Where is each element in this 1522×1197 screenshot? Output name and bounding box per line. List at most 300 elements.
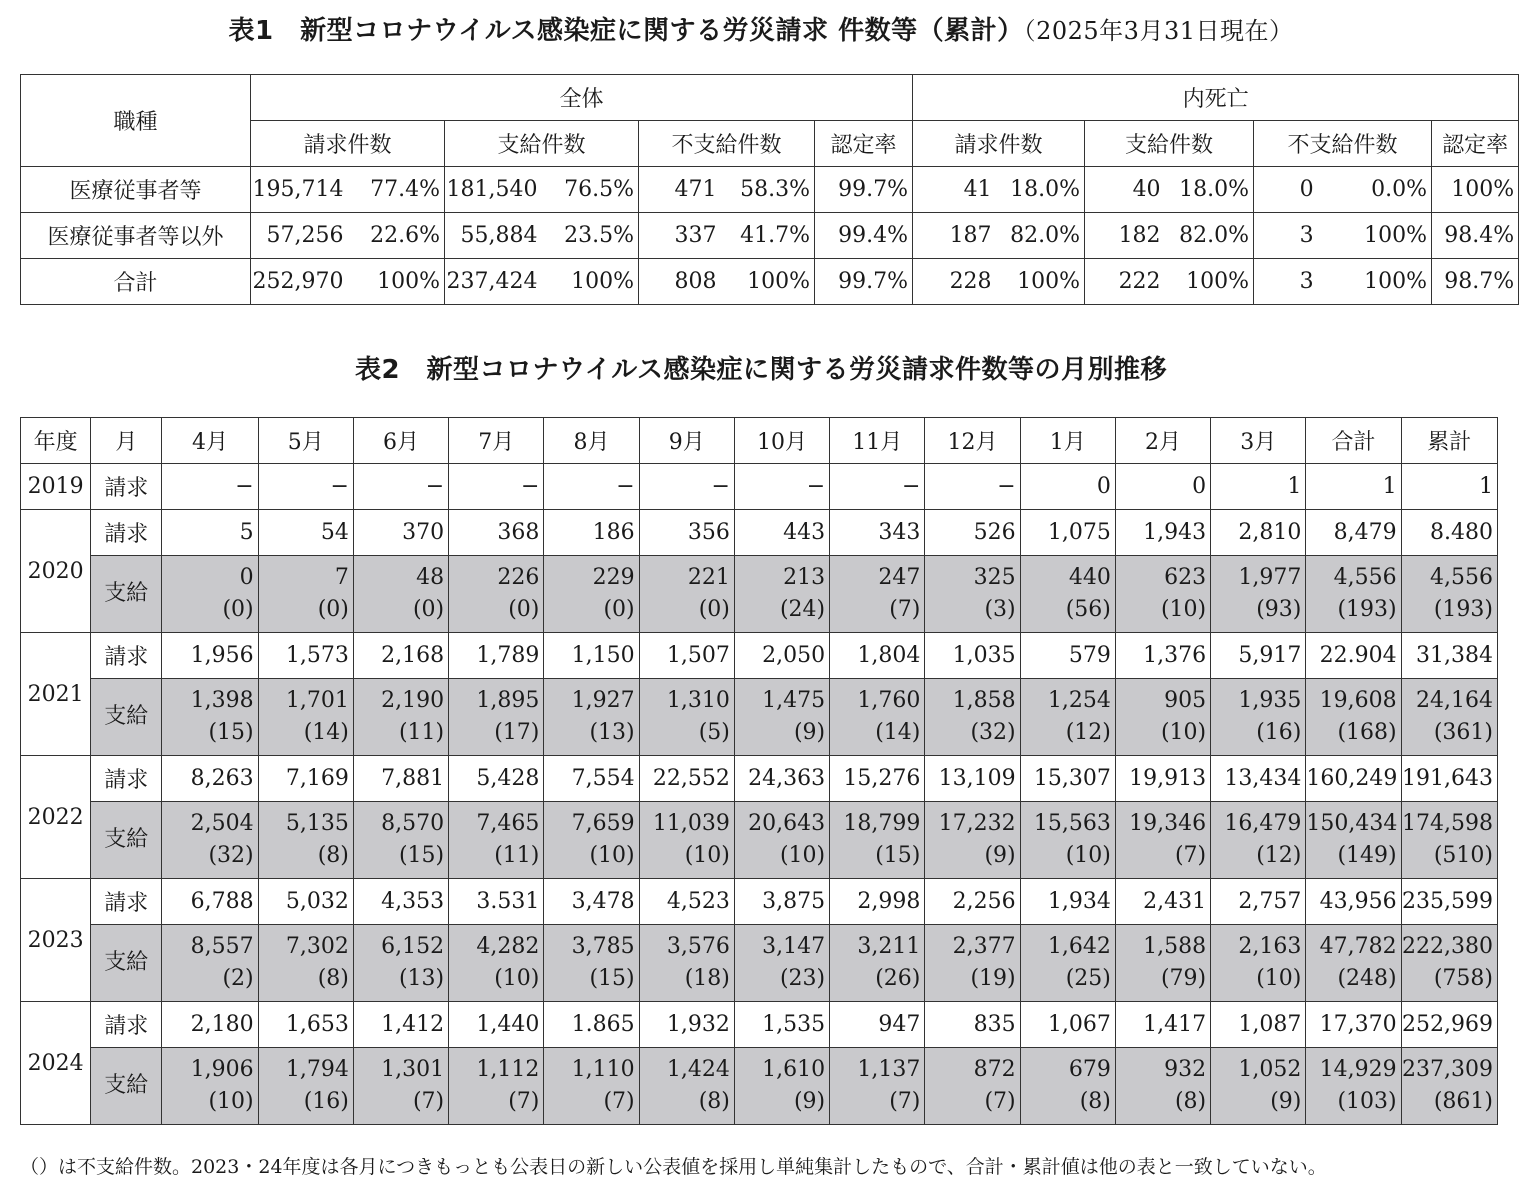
paid-count: 3,147 [762, 934, 826, 959]
all-cell: 99.4% [815, 213, 913, 259]
death-cell: 3 [1254, 259, 1318, 305]
paid-count: 1,110 [571, 1057, 635, 1082]
unpaid-count: (10) [1256, 966, 1302, 991]
paid-cell [353, 1048, 448, 1125]
column-header: 7月 [449, 418, 544, 464]
paid-row [21, 1048, 1498, 1125]
claims-cell: 2,431 [1115, 879, 1210, 925]
paid-cell [544, 802, 639, 879]
claims-cell: 54 [258, 510, 353, 556]
unpaid-count: (56) [1065, 597, 1111, 622]
unpaid-count: (861) [1433, 1089, 1493, 1114]
paid-cell [1020, 925, 1115, 1002]
paid-count: 1,895 [476, 688, 540, 713]
paid-count: 15,563 [1033, 811, 1111, 836]
paid-cell [353, 802, 448, 879]
unpaid-count: (7) [1174, 843, 1207, 868]
table2 [20, 417, 1498, 1125]
death-unpaid-header: 不支給件数 [1254, 121, 1432, 167]
paid-cell [162, 802, 258, 879]
paid-count: 1,398 [190, 688, 254, 713]
claims-cell: 2,168 [353, 633, 448, 679]
death-cell: 3 [1254, 213, 1318, 259]
death-cell: 98.7% [1432, 259, 1519, 305]
column-header: 月 [91, 418, 162, 464]
paid-row [21, 925, 1498, 1002]
all-cell: 77.4% [348, 167, 445, 213]
death-cell: 228 [913, 259, 996, 305]
paid-count: 440 [1068, 565, 1111, 590]
unpaid-count: (0) [222, 597, 254, 622]
paid-count: 18,799 [843, 811, 921, 836]
column-header: 4月 [162, 418, 258, 464]
paid-cell [1115, 925, 1210, 1002]
paid-cell [544, 925, 639, 1002]
claims-cell: 5,428 [449, 756, 544, 802]
column-header: 12月 [925, 418, 1020, 464]
table1-title-text: 表1 新型コロナウイルス感染症に関する労災請求 件数等（累計） [228, 16, 1024, 46]
claims-cell: 356 [639, 510, 734, 556]
claims-cell: 1,417 [1115, 1002, 1210, 1048]
paid-count: 174,598 [1402, 811, 1493, 836]
claims-cell: 0 [1115, 464, 1210, 510]
unpaid-count: (8) [698, 1089, 730, 1114]
claims-cell: 1,440 [449, 1002, 544, 1048]
column-header: 9月 [639, 418, 734, 464]
unpaid-count: (10) [589, 843, 635, 868]
fiscal-year: 2023 [21, 879, 91, 1002]
paid-cell [544, 1048, 639, 1125]
claims-row [21, 464, 1498, 510]
column-header: 6月 [353, 418, 448, 464]
paid-label: 支給 [91, 556, 162, 633]
paid-count: 8,557 [190, 934, 254, 959]
paid-cell [639, 802, 734, 879]
claims-cell: 31,384 [1401, 633, 1497, 679]
paid-cell [449, 925, 544, 1002]
paid-cell [925, 925, 1020, 1002]
death-claims-header: 請求件数 [913, 121, 1085, 167]
all-cell: 99.7% [815, 167, 913, 213]
death-paid-header: 支給件数 [1085, 121, 1254, 167]
unpaid-count: (93) [1256, 597, 1302, 622]
claims-cell: 370 [353, 510, 448, 556]
unpaid-count: (26) [875, 966, 921, 991]
paid-cell [162, 679, 258, 756]
paid-cell [639, 679, 734, 756]
paid-label: 支給 [91, 679, 162, 756]
claims-cell: 235,599 [1401, 879, 1497, 925]
all-cell: 55,884 [445, 213, 542, 259]
paid-count: 1,642 [1047, 934, 1111, 959]
unpaid-count: (19) [970, 966, 1016, 991]
unpaid-count: (10) [494, 966, 540, 991]
paid-cell [1211, 679, 1306, 756]
table1-row [21, 259, 1519, 305]
claims-cell: 1.865 [544, 1002, 639, 1048]
death-cell: 82.0% [1165, 213, 1254, 259]
claims-cell: − [449, 464, 544, 510]
paid-count: 48 [416, 565, 445, 590]
paid-count: 1,906 [190, 1057, 254, 1082]
unpaid-count: (15) [398, 843, 445, 868]
paid-label: 支給 [91, 925, 162, 1002]
paid-count: 2,163 [1238, 934, 1302, 959]
claims-cell: 8,263 [162, 756, 258, 802]
paid-cell [639, 1048, 734, 1125]
claims-row [21, 756, 1498, 802]
claims-cell: 6,788 [162, 879, 258, 925]
row-label: 医療従事者等 [21, 167, 251, 213]
claims-cell: 15,276 [830, 756, 925, 802]
paid-count: 1,927 [571, 688, 635, 713]
claims-cell: 3,478 [544, 879, 639, 925]
all-cell: 22.6% [348, 213, 445, 259]
paid-cell [1211, 802, 1306, 879]
paid-count: 325 [973, 565, 1016, 590]
table1 [20, 74, 1519, 305]
death-cell: 18.0% [996, 167, 1085, 213]
paid-cell [830, 925, 925, 1002]
claims-cell: 7,169 [258, 756, 353, 802]
claims-cell: 1,507 [639, 633, 734, 679]
claims-row [21, 510, 1498, 556]
claims-label: 請求 [91, 879, 162, 925]
group-all: 全体 [251, 75, 913, 121]
claims-label: 請求 [91, 464, 162, 510]
claims-cell: 3.531 [449, 879, 544, 925]
all-rate-header: 認定率 [815, 121, 913, 167]
claims-cell: 5 [162, 510, 258, 556]
claims-cell: 1,943 [1115, 510, 1210, 556]
paid-cell [734, 556, 829, 633]
unpaid-count: (10) [684, 843, 730, 868]
claims-cell: 22.904 [1306, 633, 1401, 679]
paid-count: 16,479 [1224, 811, 1302, 836]
death-cell: 82.0% [996, 213, 1085, 259]
paid-count: 1,794 [285, 1057, 349, 1082]
paid-cell [1115, 802, 1210, 879]
paid-cell [258, 679, 353, 756]
paid-label: 支給 [91, 802, 162, 879]
column-header: 合計 [1306, 418, 1401, 464]
fiscal-year: 2024 [21, 1002, 91, 1125]
unpaid-count: (12) [1256, 843, 1302, 868]
paid-count: 1,310 [666, 688, 730, 713]
paid-count: 150,434 [1306, 811, 1398, 836]
fiscal-year: 2020 [21, 510, 91, 633]
all-cell: 41.7% [721, 213, 815, 259]
paid-count: 1,052 [1238, 1057, 1302, 1082]
paid-cell [1401, 679, 1497, 756]
row-label: 合計 [21, 259, 251, 305]
paid-count: 3,576 [666, 934, 730, 959]
claims-cell: 1,376 [1115, 633, 1210, 679]
death-cell: 222 [1085, 259, 1165, 305]
unpaid-count: (8) [1079, 1089, 1111, 1114]
table1-row [21, 167, 1519, 213]
claims-cell: 186 [544, 510, 639, 556]
paid-cell [639, 556, 734, 633]
unpaid-count: (10) [1160, 720, 1207, 745]
paid-count: 1,475 [762, 688, 826, 713]
paid-cell [162, 925, 258, 1002]
col-occupation: 職種 [21, 75, 251, 167]
group-death: 内死亡 [913, 75, 1519, 121]
table1-row [21, 213, 1519, 259]
paid-cell [639, 925, 734, 1002]
unpaid-count: (15) [875, 843, 921, 868]
claims-cell: − [830, 464, 925, 510]
paid-count: 4,556 [1430, 565, 1493, 590]
all-cell: 23.5% [542, 213, 639, 259]
paid-cell [258, 925, 353, 1002]
unpaid-count: (193) [1433, 597, 1493, 622]
claims-cell: 0 [1020, 464, 1115, 510]
unpaid-count: (13) [398, 966, 445, 991]
paid-cell [1306, 925, 1401, 1002]
paid-cell [1306, 556, 1401, 633]
paid-row [21, 679, 1498, 756]
unpaid-count: (9) [793, 1089, 826, 1114]
paid-count: 1,254 [1047, 688, 1111, 713]
unpaid-count: (11) [398, 720, 445, 745]
claims-cell: 343 [830, 510, 925, 556]
death-cell: 0 [1254, 167, 1318, 213]
unpaid-count: (23) [779, 966, 826, 991]
unpaid-count: (149) [1337, 843, 1397, 868]
paid-cell [1306, 1048, 1401, 1125]
unpaid-count: (8) [317, 966, 349, 991]
paid-cell [162, 1048, 258, 1125]
paid-count: 2,190 [381, 688, 445, 713]
paid-cell [353, 925, 448, 1002]
unpaid-count: (0) [603, 597, 635, 622]
claims-cell: 1 [1211, 464, 1306, 510]
unpaid-count: (193) [1337, 597, 1397, 622]
claims-cell: 1,653 [258, 1002, 353, 1048]
unpaid-count: (15) [208, 720, 254, 745]
paid-cell [258, 802, 353, 879]
claims-cell: 19,913 [1115, 756, 1210, 802]
death-cell: 41 [913, 167, 996, 213]
claims-cell: 1,932 [639, 1002, 734, 1048]
unpaid-count: (5) [698, 720, 730, 745]
claims-cell: 252,969 [1401, 1002, 1497, 1048]
death-cell: 100% [1165, 259, 1254, 305]
paid-count: 17,232 [938, 811, 1016, 836]
claims-cell: 1,150 [544, 633, 639, 679]
unpaid-count: (2) [222, 966, 254, 991]
death-rate-header: 認定率 [1432, 121, 1519, 167]
all-cell: 58.3% [721, 167, 815, 213]
paid-count: 4,282 [476, 934, 540, 959]
table1-as-of: （2025年3月31日現在） [1023, 17, 1294, 45]
all-cell: 100% [542, 259, 639, 305]
unpaid-count: (7) [412, 1089, 445, 1114]
unpaid-count: (7) [984, 1089, 1016, 1114]
paid-cell [734, 802, 829, 879]
paid-count: 1,858 [952, 688, 1016, 713]
claims-cell: − [353, 464, 448, 510]
paid-cell [353, 679, 448, 756]
column-header: 3月 [1211, 418, 1306, 464]
unpaid-count: (7) [508, 1089, 540, 1114]
claims-cell: 2,050 [734, 633, 829, 679]
unpaid-count: (10) [208, 1089, 254, 1114]
all-cell: 76.5% [542, 167, 639, 213]
claims-cell: 3,875 [734, 879, 829, 925]
death-cell: 40 [1085, 167, 1165, 213]
fiscal-year: 2021 [21, 633, 91, 756]
paid-cell [1020, 802, 1115, 879]
fiscal-year: 2019 [21, 464, 91, 510]
paid-count: 247 [878, 565, 921, 590]
claims-cell: 443 [734, 510, 829, 556]
paid-cell [544, 556, 639, 633]
paid-cell [734, 679, 829, 756]
claims-cell: 1 [1401, 464, 1497, 510]
unpaid-count: (10) [1065, 843, 1111, 868]
paid-cell [1401, 556, 1497, 633]
claims-cell: 1,412 [353, 1002, 448, 1048]
unpaid-count: (14) [303, 720, 349, 745]
death-cell: 182 [1085, 213, 1165, 259]
all-cell: 252,970 [251, 259, 348, 305]
paid-cell [353, 556, 448, 633]
paid-cell [925, 1048, 1020, 1125]
paid-cell [449, 679, 544, 756]
paid-count: 7,302 [285, 934, 349, 959]
claims-cell: 368 [449, 510, 544, 556]
unpaid-count: (7) [889, 597, 921, 622]
paid-count: 1,424 [666, 1057, 730, 1082]
paid-cell [449, 1048, 544, 1125]
unpaid-count: (0) [508, 597, 540, 622]
paid-count: 20,643 [748, 811, 826, 836]
claims-cell: 2,810 [1211, 510, 1306, 556]
unpaid-count: (10) [779, 843, 826, 868]
row-label: 医療従事者等以外 [21, 213, 251, 259]
paid-count: 905 [1164, 688, 1207, 713]
all-cell: 100% [721, 259, 815, 305]
claims-cell: 191,643 [1401, 756, 1497, 802]
paid-count: 1,301 [381, 1057, 445, 1082]
paid-cell [1401, 802, 1497, 879]
column-header: 年度 [21, 418, 91, 464]
paid-cell [925, 802, 1020, 879]
unpaid-count: (0) [412, 597, 445, 622]
paid-count: 213 [783, 565, 826, 590]
paid-cell [1115, 556, 1210, 633]
unpaid-count: (361) [1433, 720, 1493, 745]
unpaid-count: (24) [779, 597, 826, 622]
paid-cell [1020, 1048, 1115, 1125]
claims-cell: 5,917 [1211, 633, 1306, 679]
claims-cell: 160,249 [1306, 756, 1401, 802]
claims-row [21, 633, 1498, 679]
paid-count: 14,929 [1319, 1057, 1397, 1082]
claims-cell: − [639, 464, 734, 510]
paid-cell [1115, 679, 1210, 756]
paid-count: 1,935 [1238, 688, 1302, 713]
paid-count: 7,465 [476, 811, 540, 836]
paid-cell [830, 802, 925, 879]
table1-title [0, 10, 1522, 47]
claims-cell: 1,573 [258, 633, 353, 679]
claims-cell: 7,554 [544, 756, 639, 802]
paid-cell [258, 556, 353, 633]
unpaid-count: (9) [984, 843, 1016, 868]
paid-cell [1401, 925, 1497, 1002]
unpaid-count: (758) [1433, 966, 1493, 991]
paid-cell [162, 556, 258, 633]
paid-count: 19,346 [1129, 811, 1207, 836]
paid-count: 1,137 [857, 1057, 921, 1082]
all-cell: 100% [348, 259, 445, 305]
death-cell: 100% [1318, 213, 1432, 259]
unpaid-count: (15) [589, 966, 635, 991]
unpaid-count: (79) [1160, 966, 1207, 991]
paid-count: 932 [1164, 1057, 1207, 1082]
paid-cell [830, 679, 925, 756]
all-unpaid-header: 不支給件数 [639, 121, 815, 167]
claims-cell: − [162, 464, 258, 510]
unpaid-count: (0) [317, 597, 349, 622]
paid-cell [734, 1048, 829, 1125]
all-cell: 195,714 [251, 167, 348, 213]
unpaid-count: (18) [684, 966, 730, 991]
claims-cell: 13,434 [1211, 756, 1306, 802]
paid-count: 11,039 [652, 811, 730, 836]
claims-cell: 1,067 [1020, 1002, 1115, 1048]
unpaid-count: (9) [793, 720, 826, 745]
paid-count: 229 [592, 565, 635, 590]
fiscal-year: 2022 [21, 756, 91, 879]
paid-count: 24,164 [1416, 688, 1493, 713]
claims-cell: 8,479 [1306, 510, 1401, 556]
paid-count: 7,659 [571, 811, 635, 836]
death-cell: 100% [1318, 259, 1432, 305]
claims-cell: 947 [830, 1002, 925, 1048]
claims-cell: 8.480 [1401, 510, 1497, 556]
unpaid-count: (0) [698, 597, 730, 622]
paid-count: 222,380 [1402, 934, 1493, 959]
paid-count: 19,608 [1319, 688, 1397, 713]
unpaid-count: (8) [1174, 1089, 1207, 1114]
unpaid-count: (13) [589, 720, 635, 745]
claims-cell: 24,363 [734, 756, 829, 802]
claims-cell: − [258, 464, 353, 510]
paid-cell [1211, 1048, 1306, 1125]
unpaid-count: (25) [1065, 966, 1111, 991]
death-cell: 100% [996, 259, 1085, 305]
paid-row [21, 802, 1498, 879]
paid-count: 3,785 [571, 934, 635, 959]
paid-count: 623 [1164, 565, 1207, 590]
paid-cell [449, 556, 544, 633]
claims-cell: 1,075 [1020, 510, 1115, 556]
paid-cell [1020, 679, 1115, 756]
column-header: 累計 [1401, 418, 1497, 464]
unpaid-count: (7) [889, 1089, 921, 1114]
claims-cell: 1,934 [1020, 879, 1115, 925]
death-cell: 0.0% [1318, 167, 1432, 213]
paid-count: 226 [497, 565, 540, 590]
paid-label: 支給 [91, 1048, 162, 1125]
table2-title: 表2 新型コロナウイルス感染症に関する労災請求件数等の月別推移 [354, 355, 1168, 385]
claims-cell: 1,804 [830, 633, 925, 679]
